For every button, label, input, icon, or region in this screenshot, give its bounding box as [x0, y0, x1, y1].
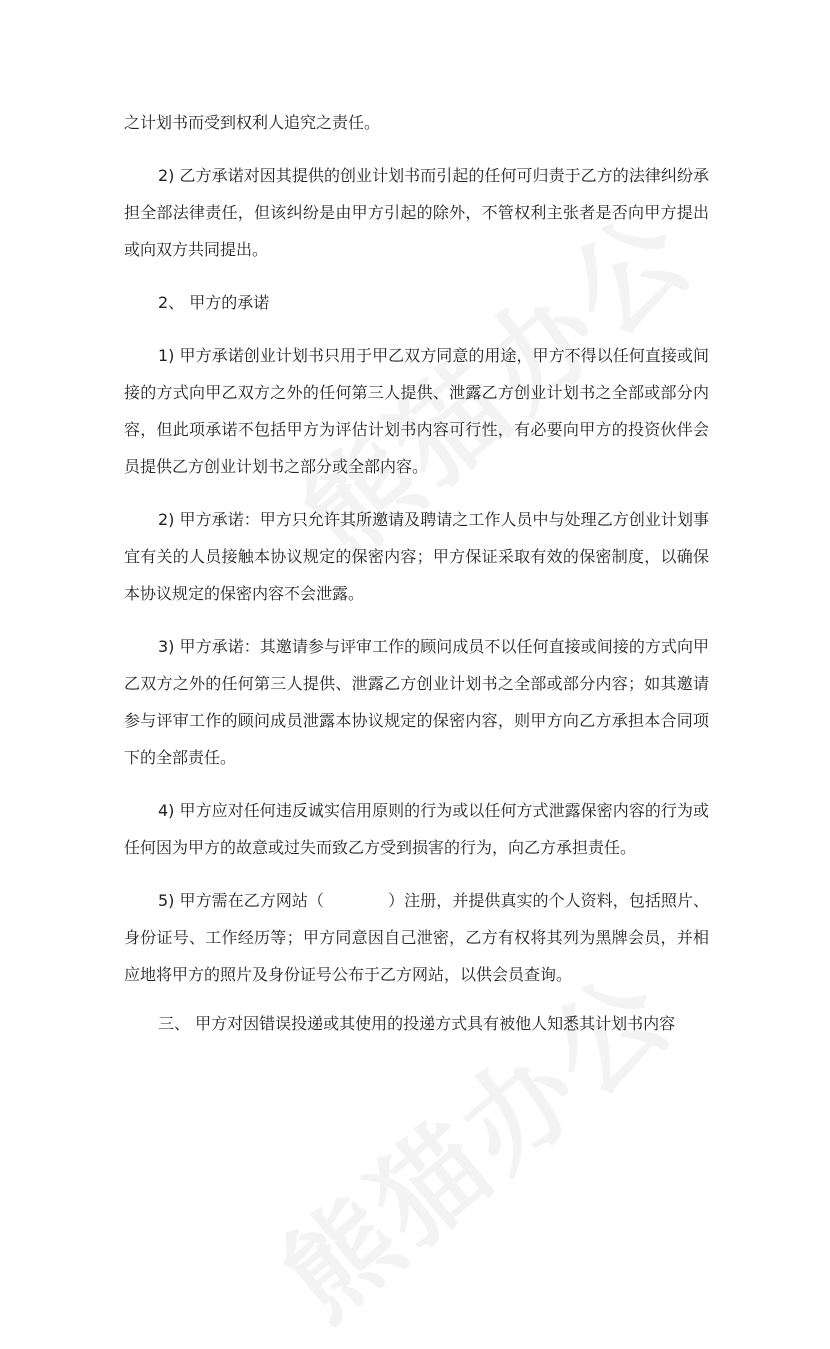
paragraph-party-a-commitment-3: 3) 甲方承诺：其邀请参与评审工作的顾问成员不以任何直接或间接的方式向甲乙双方之外的任何第三人提供、泄露乙方创业计划书之全部或部分内容；如其邀请参与评审工作的顾问成员泄露本协议规定的保密内容，则甲方向乙方承担本合同项下的全部责任。	[124, 637, 709, 767]
section-heading-party-a-commitments: 2、 甲方的承诺	[158, 293, 270, 312]
paragraph-party-a-commitment-4: 4) 甲方应对任何违反诚实信用原则的行为或以任何方式泄露保密内容的行为或任何因为甲方的故意或过失而致乙方受到损害的行为，向乙方承担责任。	[124, 801, 709, 857]
paragraph-party-a-commitment-5: 5) 甲方需在乙方网站（ ）注册，并提供真实的个人资料，包括照片、身份证号、工作经历等；甲方同意因自己泄密，乙方有权将其列为黑牌会员，并相应地将甲方的照片及身份证号公布于乙方网站，以供会员查询。	[124, 891, 709, 984]
paragraph-continuation: 之计划书而受到权利人追究之责任。	[124, 113, 381, 132]
paragraph-party-a-commitment-1: 1) 甲方承诺创业计划书只用于甲乙双方同意的用途，甲方不得以任何直接或间接的方式向甲乙双方之外的任何第三人提供、泄露乙方创业计划书之全部或部分内容，但此项承诺不包括甲方为评估计划书内容可行性，有必要向甲方的投资伙伴会员提供乙方创业计划书之部分或全部内容。	[124, 346, 709, 476]
document-body	[124, 104, 709, 1058]
paragraph-party-b-commitment-2: 2) 乙方承诺对因其提供的创业计划书而引起的任何可归责于乙方的法律纠纷承担全部法律责任，但该纠纷是由甲方引起的除外，不管权利主张者是否向甲方提出或向双方共同提出。	[124, 166, 709, 259]
paragraph-party-a-commitment-2: 2) 甲方承诺：甲方只允许其所邀请及聘请之工作人员中与处理乙方创业计划事宜有关的人员接触本协议规定的保密内容；甲方保证采取有效的保密制度，以确保本协议规定的保密内容不会泄露。	[124, 510, 709, 603]
section-heading-three: 三、 甲方对因错误投递或其使用的投递方式具有被他人知悉其计划书内容	[158, 1014, 676, 1033]
